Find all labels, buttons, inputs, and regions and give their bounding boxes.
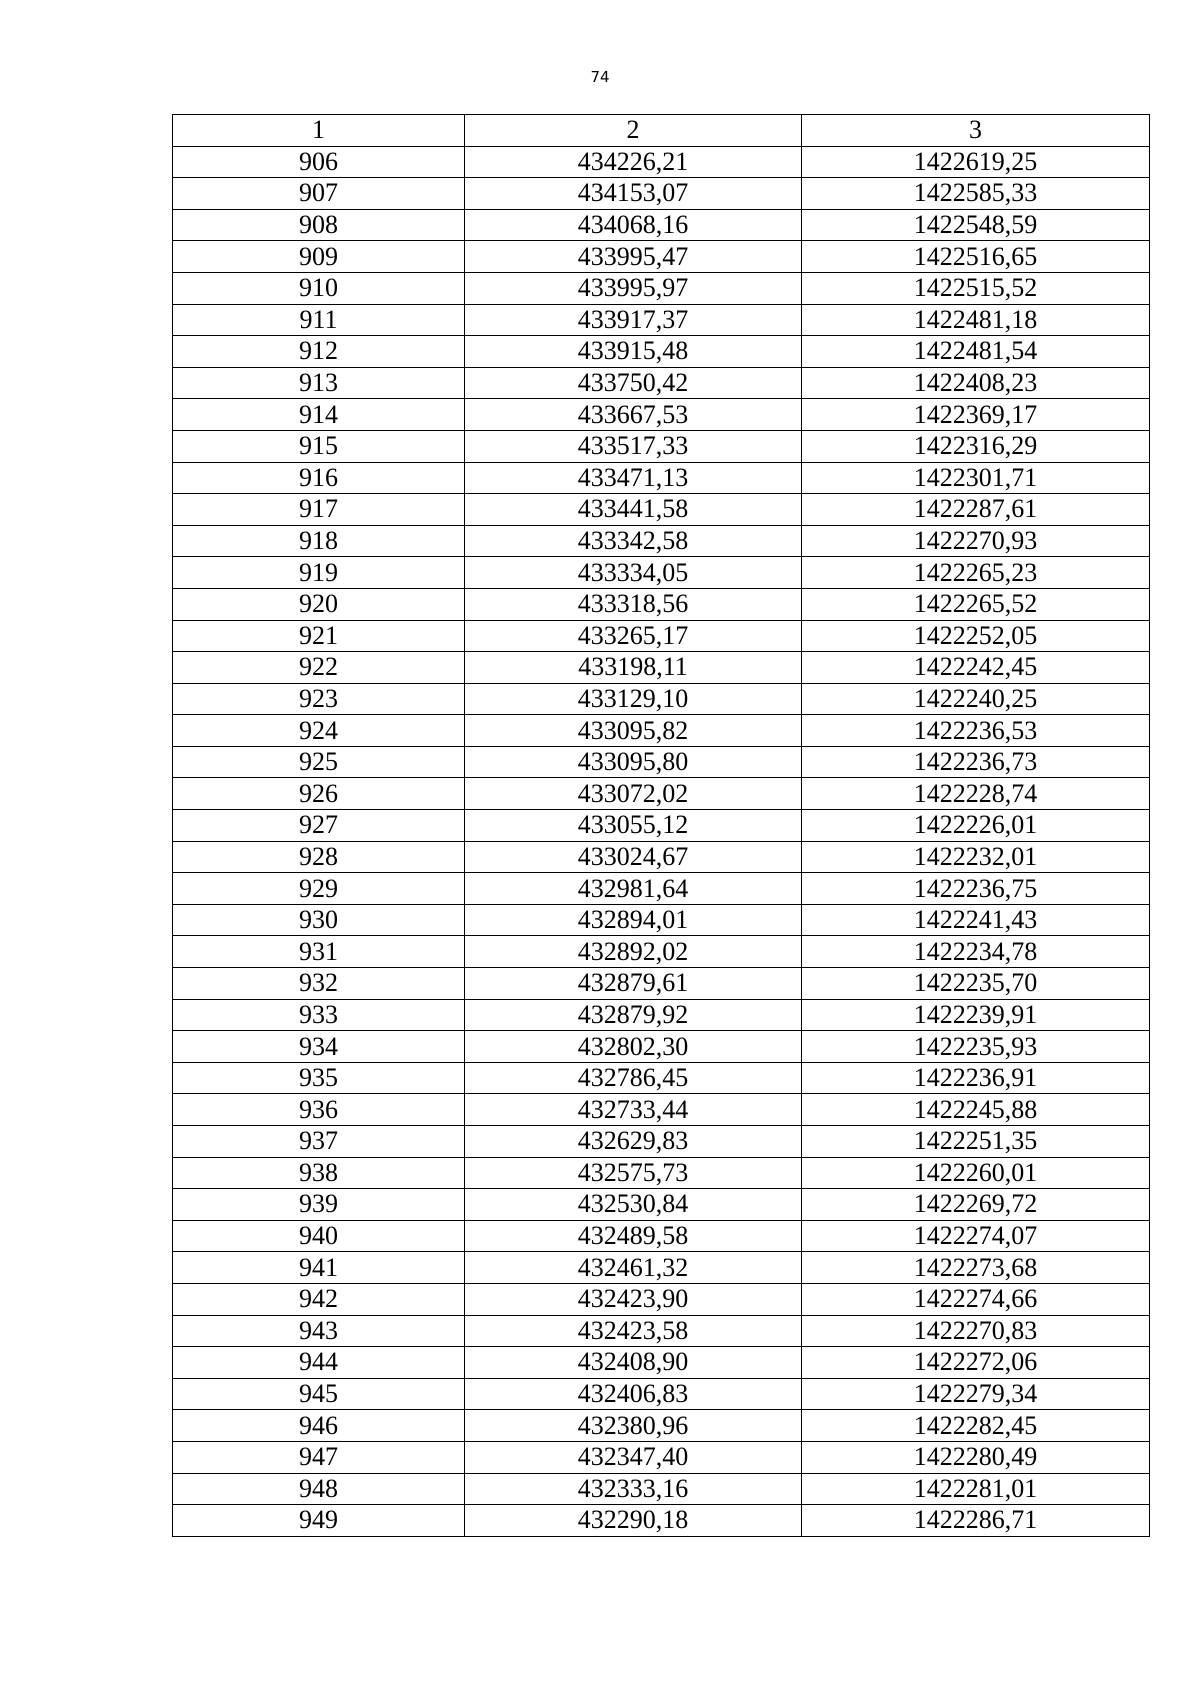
table-row [173,336,1150,368]
coordinate-x-cell: 433072,02 [465,778,802,810]
table-row [173,810,1150,842]
coordinate-y-cell: 1422236,73 [802,746,1150,778]
table-row [173,1283,1150,1315]
point-number-cell: 934 [173,1031,465,1063]
coordinate-y-cell: 1422316,29 [802,430,1150,462]
coordinate-x-cell: 432380,96 [465,1410,802,1442]
point-number-cell: 907 [173,178,465,210]
point-number-cell: 909 [173,241,465,273]
coordinate-y-cell: 1422274,66 [802,1283,1150,1315]
table-row [173,1410,1150,1442]
table-row [173,683,1150,715]
coordinate-x-cell: 433265,17 [465,620,802,652]
point-number-cell: 929 [173,873,465,905]
coordinate-x-cell: 432290,18 [465,1505,802,1537]
coordinate-x-cell: 432489,58 [465,1220,802,1252]
point-number-cell: 948 [173,1473,465,1505]
point-number-cell: 944 [173,1347,465,1379]
coordinate-x-cell: 433667,53 [465,399,802,431]
table-row [173,1031,1150,1063]
table-row [173,1378,1150,1410]
coordinate-y-cell: 1422226,01 [802,810,1150,842]
point-number-cell: 949 [173,1505,465,1537]
table-row [173,588,1150,620]
table-row [173,178,1150,210]
coordinate-x-cell: 433750,42 [465,367,802,399]
table-row [173,146,1150,178]
coordinate-y-cell: 1422239,91 [802,999,1150,1031]
coordinate-y-cell: 1422234,78 [802,936,1150,968]
coordinate-y-cell: 1422270,93 [802,525,1150,557]
coordinate-y-cell: 1422585,33 [802,178,1150,210]
table-row [173,1347,1150,1379]
table-row [173,367,1150,399]
point-number-cell: 927 [173,810,465,842]
table-row [173,715,1150,747]
table-row [173,999,1150,1031]
coordinate-x-cell: 433471,13 [465,462,802,494]
coordinate-x-cell: 433095,82 [465,715,802,747]
coordinate-y-cell: 1422241,43 [802,904,1150,936]
coordinate-x-cell: 433915,48 [465,336,802,368]
coordinate-y-cell: 1422281,01 [802,1473,1150,1505]
point-number-cell: 942 [173,1283,465,1315]
point-number-cell: 946 [173,1410,465,1442]
coordinate-x-cell: 433517,33 [465,430,802,462]
coordinate-x-cell: 433095,80 [465,746,802,778]
point-number-cell: 915 [173,430,465,462]
point-number-cell: 917 [173,494,465,526]
coordinate-x-cell: 432461,32 [465,1252,802,1284]
table-row [173,494,1150,526]
table-body [173,146,1150,1536]
point-number-cell: 918 [173,525,465,557]
coordinate-x-cell: 433995,47 [465,241,802,273]
coordinate-x-cell: 432333,16 [465,1473,802,1505]
coordinate-y-cell: 1422236,53 [802,715,1150,747]
point-number-cell: 910 [173,272,465,304]
table-row [173,1441,1150,1473]
point-number-cell: 908 [173,209,465,241]
coordinate-x-cell: 433441,58 [465,494,802,526]
table-row [173,652,1150,684]
table-row [173,1473,1150,1505]
coordinate-x-cell: 433055,12 [465,810,802,842]
coordinate-y-cell: 1422228,74 [802,778,1150,810]
point-number-cell: 935 [173,1062,465,1094]
table-row [173,1189,1150,1221]
table-row [173,746,1150,778]
coordinate-y-cell: 1422286,71 [802,1505,1150,1537]
coordinate-y-cell: 1422273,68 [802,1252,1150,1284]
coordinate-x-cell: 434068,16 [465,209,802,241]
coordinate-y-cell: 1422619,25 [802,146,1150,178]
coordinate-y-cell: 1422516,65 [802,241,1150,273]
coordinate-y-cell: 1422260,01 [802,1157,1150,1189]
table-row [173,399,1150,431]
table-row [173,209,1150,241]
page-number: 74 [590,68,610,86]
point-number-cell: 921 [173,620,465,652]
coordinate-x-cell: 432981,64 [465,873,802,905]
table-row [173,1252,1150,1284]
coordinate-x-cell: 433198,11 [465,652,802,684]
point-number-cell: 923 [173,683,465,715]
column-header-1: 1 [173,115,465,147]
point-number-cell: 931 [173,936,465,968]
point-number-cell: 933 [173,999,465,1031]
point-number-cell: 919 [173,557,465,589]
coordinate-x-cell: 432786,45 [465,1062,802,1094]
point-number-cell: 940 [173,1220,465,1252]
table-row [173,304,1150,336]
coordinate-x-cell: 433342,58 [465,525,802,557]
point-number-cell: 922 [173,652,465,684]
point-number-cell: 928 [173,841,465,873]
coordinate-y-cell: 1422242,45 [802,652,1150,684]
coordinate-y-cell: 1422369,17 [802,399,1150,431]
coordinate-x-cell: 432892,02 [465,936,802,968]
coordinate-y-cell: 1422235,70 [802,968,1150,1000]
table-row [173,936,1150,968]
point-number-cell: 938 [173,1157,465,1189]
table-row [173,241,1150,273]
table-row [173,462,1150,494]
table-row [173,1126,1150,1158]
coordinate-y-cell: 1422408,23 [802,367,1150,399]
coordinate-y-cell: 1422269,72 [802,1189,1150,1221]
coordinate-y-cell: 1422282,45 [802,1410,1150,1442]
coordinate-x-cell: 433995,97 [465,272,802,304]
point-number-cell: 939 [173,1189,465,1221]
point-number-cell: 937 [173,1126,465,1158]
coordinate-y-cell: 1422279,34 [802,1378,1150,1410]
column-header-2: 2 [465,115,802,147]
coordinate-y-cell: 1422287,61 [802,494,1150,526]
coordinate-y-cell: 1422515,52 [802,272,1150,304]
coordinate-x-cell: 432629,83 [465,1126,802,1158]
coordinate-y-cell: 1422252,05 [802,620,1150,652]
table-row [173,841,1150,873]
point-number-cell: 926 [173,778,465,810]
point-number-cell: 913 [173,367,465,399]
coordinate-y-cell: 1422232,01 [802,841,1150,873]
point-number-cell: 916 [173,462,465,494]
coordinate-x-cell: 434226,21 [465,146,802,178]
coordinate-y-cell: 1422548,59 [802,209,1150,241]
coordinate-y-cell: 1422270,83 [802,1315,1150,1347]
coordinate-y-cell: 1422274,07 [802,1220,1150,1252]
point-number-cell: 941 [173,1252,465,1284]
table-row [173,1315,1150,1347]
table-row [173,1157,1150,1189]
coordinate-x-cell: 433334,05 [465,557,802,589]
coordinate-x-cell: 433917,37 [465,304,802,336]
coordinate-x-cell: 434153,07 [465,178,802,210]
coordinate-y-cell: 1422245,88 [802,1094,1150,1126]
coordinate-x-cell: 432879,61 [465,968,802,1000]
coordinate-x-cell: 433129,10 [465,683,802,715]
coordinate-y-cell: 1422272,06 [802,1347,1150,1379]
coordinate-x-cell: 432575,73 [465,1157,802,1189]
point-number-cell: 906 [173,146,465,178]
coordinate-x-cell: 432733,44 [465,1094,802,1126]
coordinate-x-cell: 432423,90 [465,1283,802,1315]
table-row [173,968,1150,1000]
column-header-3: 3 [802,115,1150,147]
coordinate-y-cell: 1422235,93 [802,1031,1150,1063]
coordinate-y-cell: 1422265,23 [802,557,1150,589]
table-row [173,620,1150,652]
coordinate-x-cell: 433318,56 [465,588,802,620]
table-row [173,778,1150,810]
coordinate-y-cell: 1422236,91 [802,1062,1150,1094]
coordinate-y-cell: 1422265,52 [802,588,1150,620]
table-row [173,1220,1150,1252]
coordinate-y-cell: 1422481,54 [802,336,1150,368]
point-number-cell: 943 [173,1315,465,1347]
table-row [173,525,1150,557]
point-number-cell: 920 [173,588,465,620]
coordinate-x-cell: 432802,30 [465,1031,802,1063]
coordinate-y-cell: 1422280,49 [802,1441,1150,1473]
table-row [173,873,1150,905]
coordinate-x-cell: 433024,67 [465,841,802,873]
point-number-cell: 925 [173,746,465,778]
coordinate-x-cell: 432406,83 [465,1378,802,1410]
coordinate-x-cell: 432879,92 [465,999,802,1031]
coordinate-x-cell: 432408,90 [465,1347,802,1379]
table-row [173,1094,1150,1126]
table-row [173,1062,1150,1094]
point-number-cell: 911 [173,304,465,336]
coordinate-x-cell: 432347,40 [465,1441,802,1473]
point-number-cell: 924 [173,715,465,747]
coordinate-y-cell: 1422481,18 [802,304,1150,336]
coordinate-y-cell: 1422251,35 [802,1126,1150,1158]
table-row [173,430,1150,462]
table-header-row [173,115,1150,147]
table-row [173,557,1150,589]
table-row [173,904,1150,936]
point-number-cell: 914 [173,399,465,431]
coordinate-x-cell: 432894,01 [465,904,802,936]
point-number-cell: 932 [173,968,465,1000]
coordinate-x-cell: 432423,58 [465,1315,802,1347]
coordinate-y-cell: 1422240,25 [802,683,1150,715]
coordinates-table [172,114,1150,1537]
point-number-cell: 945 [173,1378,465,1410]
point-number-cell: 930 [173,904,465,936]
table-row [173,1505,1150,1537]
coordinate-y-cell: 1422236,75 [802,873,1150,905]
point-number-cell: 947 [173,1441,465,1473]
coordinate-y-cell: 1422301,71 [802,462,1150,494]
coordinate-x-cell: 432530,84 [465,1189,802,1221]
point-number-cell: 912 [173,336,465,368]
table-row [173,272,1150,304]
point-number-cell: 936 [173,1094,465,1126]
